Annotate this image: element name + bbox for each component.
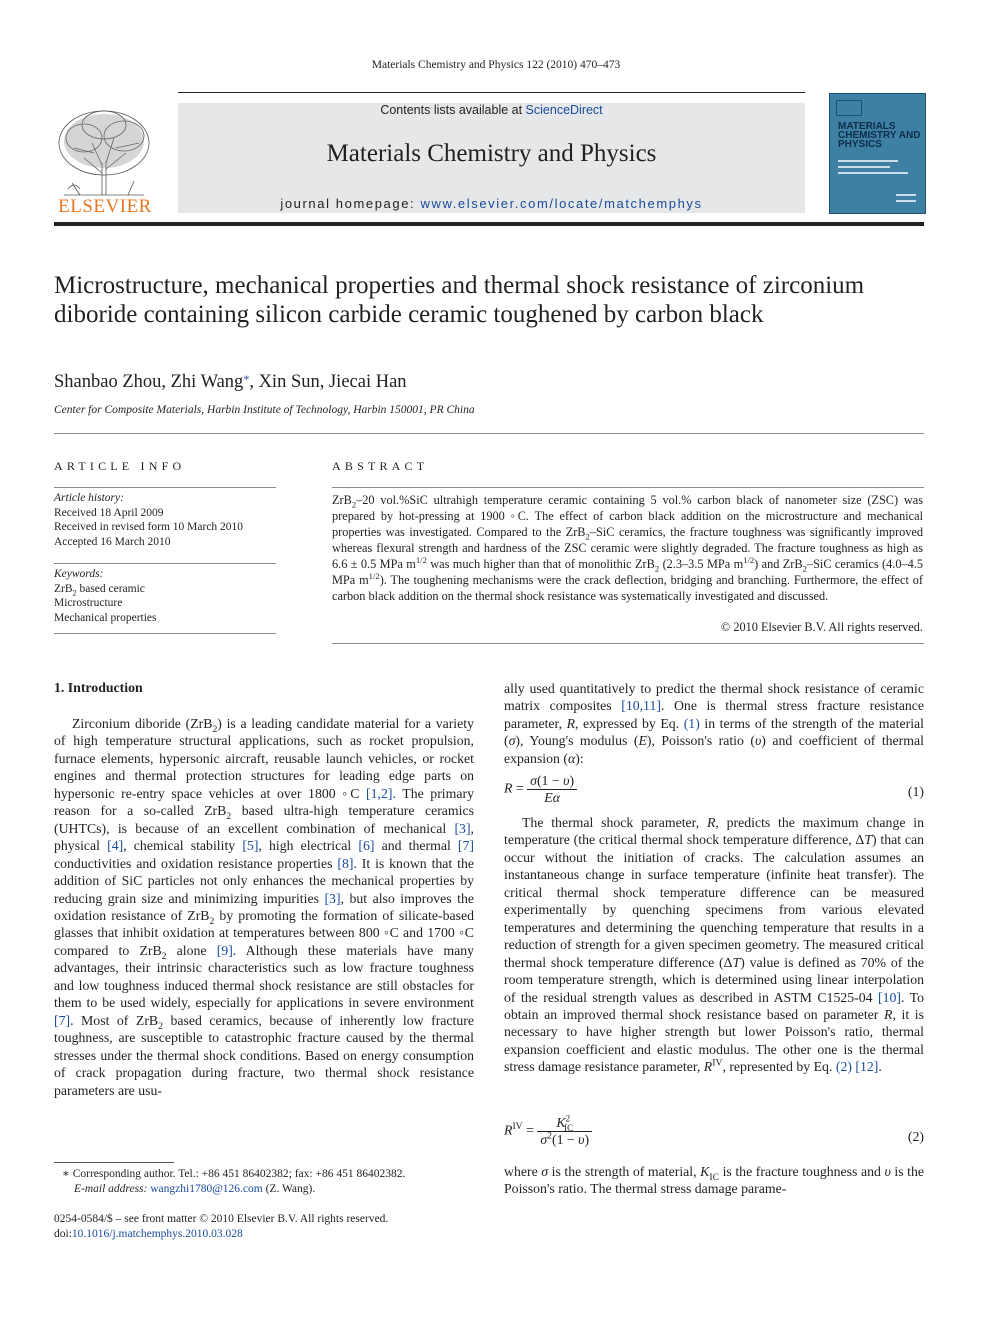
elsevier-logo — [54, 103, 156, 215]
doi-prefix: doi: — [54, 1227, 72, 1240]
authors-rest: , Xin Sun, Jiecai Han — [249, 372, 407, 392]
homepage-prefix: journal homepage: — [280, 196, 421, 211]
issn-line: 0254-0584/$ – see front matter © 2010 Elsevier B.V. All rights reserved. — [54, 1213, 389, 1225]
introduction-heading: 1. Introduction — [54, 680, 143, 695]
doi-link[interactable]: 10.1016/j.matchemphys.2010.03.028 — [71, 1227, 243, 1240]
received-date: Received 18 April 2009 — [54, 506, 164, 519]
affiliation: Center for Composite Materials, Harbin Institute of Technology, Harbin 150001, PR China — [54, 404, 475, 416]
footnote — [62, 1167, 482, 1196]
sciencedirect-link[interactable]: ScienceDirect — [525, 103, 603, 117]
front-matter — [54, 1212, 554, 1241]
accepted-date: Accepted 16 March 2010 — [54, 535, 171, 548]
authors-first: Shanbao Zhou, Zhi Wang — [54, 372, 244, 392]
footnote-rule — [54, 1162, 174, 1163]
copyright-line: © 2010 Elsevier B.V. All rights reserved. — [720, 620, 923, 634]
journal-name: Materials Chemistry and Physics — [326, 140, 657, 167]
equation-2-number: (2) — [907, 1129, 924, 1144]
equation-1: R = $\frac{\sigma(1 - \upsilon)}{E\alpha}$ — [504, 773, 577, 806]
introduction-right-column-a: ally used quantitatively to predict the thermal shock resistance of ceramic matrix composites [10,11]. One is thermal stress fracture resistance parameter, R, expressed by Eq. (1) in terms of the strength of the material (σ), Young's modulus (E), Poisson's ratio (υ) and coefficient of thermal expansion (α): — [504, 681, 924, 766]
abstract-text: ZrB$_2$–20 vol.%SiC ultrahigh temperature ceramic containing 5 vol.% carbon black of nanometer size (ZSC) was prepared by hot-pressing at 1900 ◦C. The effect of carbon black addition on the microstructure and mechanical properties was investigated. Compared to the ZrB$_2$–SiC ceramics, the fracture toughness was significantly improved whereas flexural strength and hardness of the ZSC ceramic were slightly degraded. The fracture toughness as high as 6.6 ± 0.5 MPa $m^{1/2}$ was much higher than that of monolithic ZrB$_2$ (2.3–3.5 MPa $m^{1/2}$) and ZrB$_2$–SiC ceramics (4.0–4.5 MPa $m^{1/2}$). The toughening mechanisms were the crack deflection, bridging and branching. Furthermore, the effect of carbon black addition on the thermal shock resistance was systematically investigated and discussed. — [332, 493, 923, 603]
article-info-heading: ARTICLE INFO — [54, 459, 186, 473]
journal-homepage — [178, 196, 805, 211]
keyword-item: Mechanical properties — [54, 611, 157, 624]
cover-line — [896, 200, 916, 202]
article-info-bottom-rule — [54, 633, 276, 634]
running-head: Materials Chemistry and Physics 122 (2010) 470–473 — [371, 59, 621, 71]
revised-date: Received in revised form 10 March 2010 — [54, 521, 244, 534]
keywords — [54, 567, 276, 625]
keyword-item: Microstructure — [54, 597, 123, 610]
article-info-rule — [54, 487, 276, 488]
keywords-label: Keywords: — [54, 568, 104, 580]
cover-line — [896, 194, 916, 196]
equation-2-fraction: $\frac{K^2_{IC}}{\sigma^2(1 - \upsilon)}$ — [537, 1115, 592, 1148]
elsevier-wordmark: ELSEVIER — [58, 196, 152, 217]
introduction-right-column-b: The thermal shock parameter, R, predicts the maximum change in temperature (the critical thermal shock temperature difference, ΔT) that can occur without the initiation of cracks. The calculation assumes an instantaneous change in surface temperature (infinite heat transfer). The critical thermal shock temperature difference can be measured experimentally by quenching specimens from various elevated temperatures and determining the quenching temperature that results in a reduction of strength for a given specimen geometry. The measured critical thermal shock temperature difference (ΔT) value is defined as 70% of the room temperature strength, which is determined using linear interpolation of the residual strength values as described in ASTM C1525-04 [10]. To obtain an improved thermal shock resistance based on parameter R, it is necessary to have higher strength but lower Poisson's ratio, thermal expansion coefficient and elastic modulus. The other one is the thermal stress damage resistance parameter, $R^{IV}$, represented by Eq. (2) [12]. — [504, 815, 925, 1075]
email-link[interactable]: wangzhi1780@126.com — [150, 1182, 263, 1195]
keyword-item: ZrB$_2$ based ceramic — [54, 582, 145, 597]
article-title: Microstructure, mechanical properties and thermal shock resistance of zirconium diboride containing silicon carbide ceramic toughened by carbon black — [54, 272, 865, 328]
journal-cover — [829, 93, 926, 214]
equation-2: $R^{IV}$ = $\frac{K^2_{IC}}{\sigma^2(1 - \upsilon)}$ — [504, 1115, 592, 1148]
cover-emblem — [836, 100, 862, 116]
contents-line — [178, 103, 805, 117]
author-list — [54, 372, 407, 393]
title-rule — [54, 433, 924, 434]
abstract-bottom-rule — [332, 643, 924, 644]
equation-1-number: (1) — [907, 784, 924, 799]
abstract-heading: ABSTRACT — [332, 459, 429, 473]
cover-line — [838, 160, 898, 162]
introduction-right-column-c: where σ is the strength of material, $K_{IC}$ is the fracture toughness and υ is the Poisson's ratio. The thermal stress damage parame- — [504, 1164, 925, 1197]
corresponding-author-note: ∗ Corresponding author. Tel.: +86 451 86402382; fax: +86 451 86402382. — [62, 1168, 406, 1180]
homepage-link[interactable]: www.elsevier.com/locate/matchemphys — [420, 196, 703, 211]
history-label: Article history: — [54, 492, 124, 504]
email-label: E-mail address: — [74, 1182, 151, 1195]
contents-prefix: Contents lists available at — [380, 103, 526, 117]
introduction-left-column: Zirconium diboride (ZrB$_2$) is a leading candidate material for a variety of high temperature structural applications, such as rocket propulsion, furnace elements, hypersonic aircraft, reusable launch vehicles, or rocket engines and thermal protection structures for leading edge parts on hypersonic re-entry space vehicles at over 1800 ◦C [1,2]. The primary reason for a so-called ZrB$_2$ based ultra-high temperature ceramics (UHTCs), is because of an excellent combination of mechanical [3], physical [4], chemical stability [5], high electrical [6] and thermal [7] conductivities and oxidation resistance properties [8]. It is known that the addition of SiC particles not only enhances the mechanical properties by reducing grain size and minimizing impurities [3], but also improves the oxidation resistance of ZrB$_2$ by promoting the formation of silicate-based glasses that inhibit oxidation at temperatures between 800 ◦C and 1700 ◦C compared to ZrB$_2$ alone [9]. Although these materials have many advantages, their intrinsic characteristics such as low fracture toughness and low toughness induced thermal shock resistance are still obstacles for them to be used widely, especially for applications in severe environment [7]. Most of ZrB$_2$ based ceramics, because of inherently low fracture toughness, are susceptible to catastrophic fracture caused by the thermal stresses under the thermal shock conditions. Based on energy consumption of crack propagation during fracture, two thermal shock resistance parameters are usu- — [54, 716, 475, 1098]
cover-title: MATERIALS CHEMISTRY AND PHYSICS — [838, 121, 921, 150]
masthead-top-rule — [178, 92, 805, 93]
email-suffix: (Z. Wang). — [262, 1182, 316, 1195]
masthead-bottom-rule — [54, 222, 924, 226]
cover-line — [838, 166, 890, 168]
corresponding-author-mark[interactable]: * — [243, 372, 250, 386]
abstract-rule — [332, 487, 924, 488]
equation-1-fraction: $\frac{\sigma(1 - \upsilon)}{E\alpha}$ — [527, 773, 577, 806]
cover-line — [838, 172, 908, 174]
keywords-rule — [54, 563, 276, 564]
article-history — [54, 491, 276, 549]
